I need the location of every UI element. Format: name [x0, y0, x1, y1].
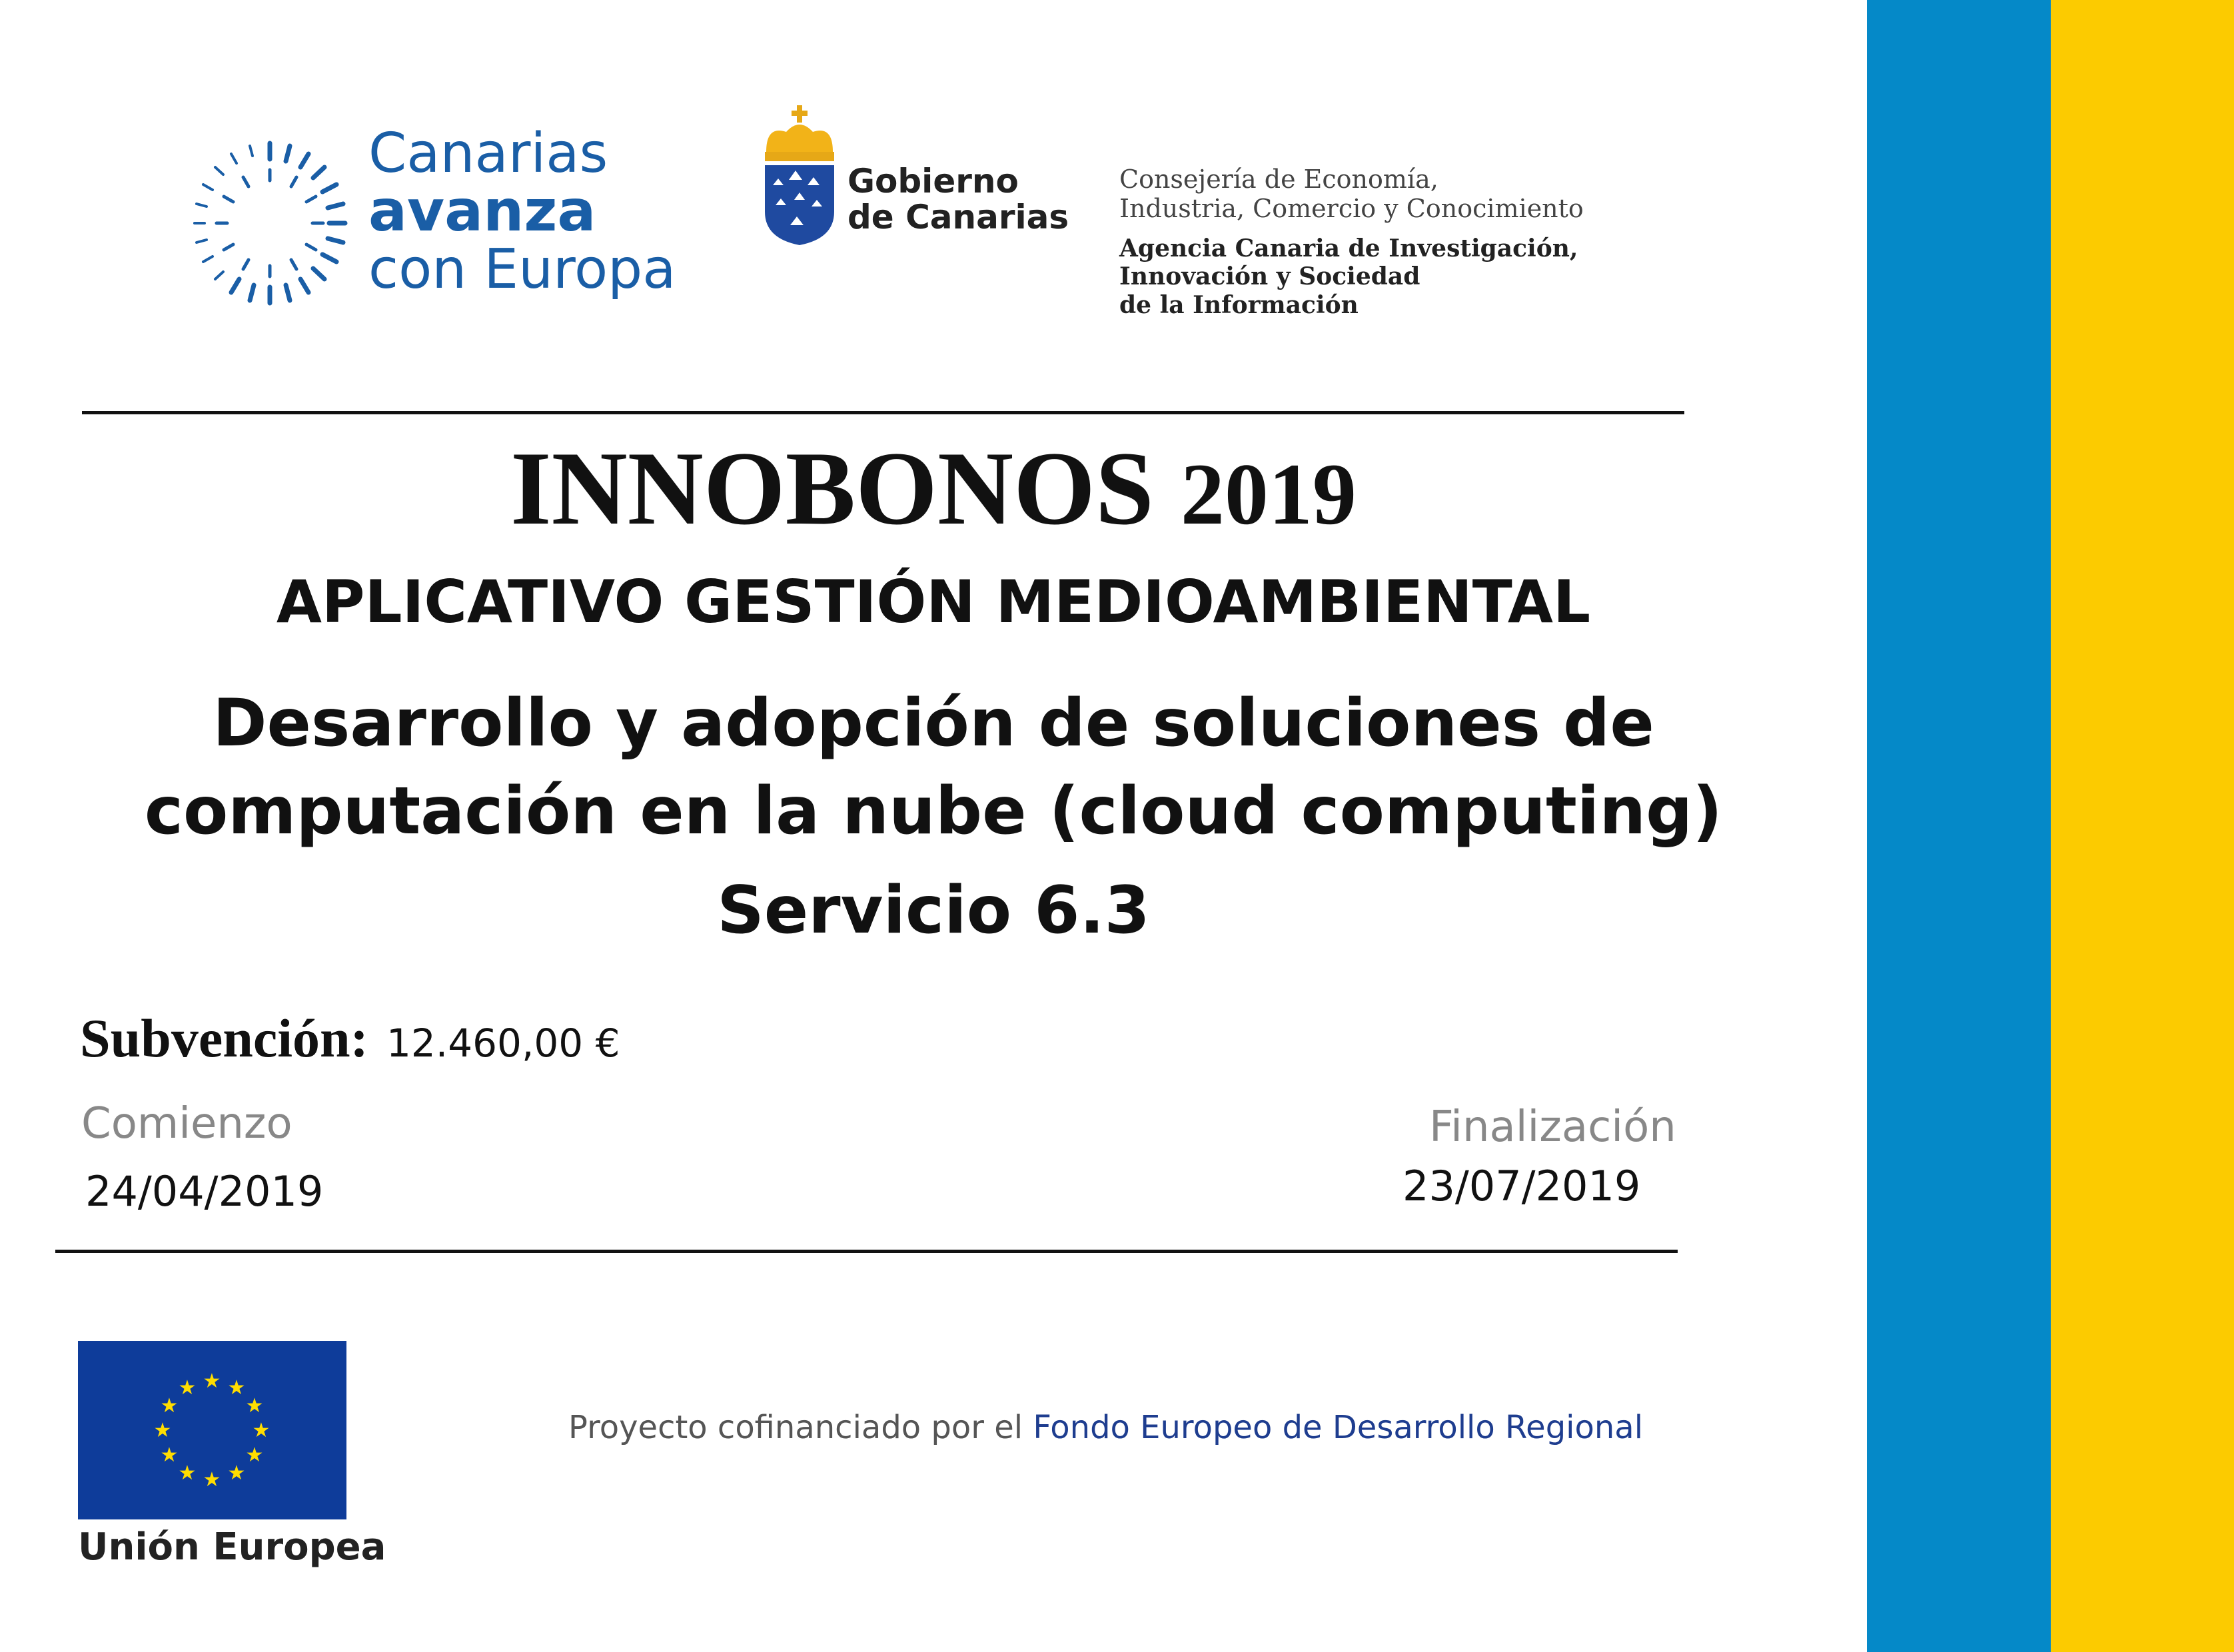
description	[0, 679, 1867, 855]
service-label: Servicio	[717, 873, 1012, 949]
title-main: INNOBONOS	[510, 430, 1154, 547]
canarias-line2: avanza	[368, 178, 596, 244]
eu-flag-icon	[78, 1341, 346, 1519]
gobierno-logo-text	[847, 163, 1069, 235]
svg-text:★: ★	[203, 1370, 221, 1393]
gobierno-line1: Gobierno	[847, 162, 1019, 201]
svg-text:★: ★	[227, 1376, 246, 1400]
end-label: Finalización	[1429, 1102, 1676, 1152]
agency-line3: de la Información	[1119, 290, 1359, 319]
yellow-stripe	[2051, 0, 2234, 1652]
description-line1: Desarrollo y adopción de soluciones de	[213, 685, 1654, 761]
blue-stripe	[1867, 0, 2051, 1652]
service-number: 6.3	[1034, 873, 1150, 949]
footer-highlight: Fondo Europeo de Desarrollo Regional	[1033, 1409, 1644, 1446]
svg-text:★: ★	[178, 1461, 197, 1485]
service	[0, 873, 1867, 949]
agency-line2: Innovación y Sociedad	[1119, 262, 1420, 291]
svg-text:★: ★	[227, 1461, 246, 1485]
footer-text	[568, 1409, 1643, 1446]
svg-text:★: ★	[245, 1394, 264, 1418]
subvencion-value: 12.460,00 €	[386, 1021, 620, 1066]
top-divider	[82, 411, 1684, 414]
start-date: 24/04/2019	[85, 1167, 324, 1216]
svg-text:★: ★	[153, 1419, 172, 1442]
canarias-line1: Canarias	[368, 122, 608, 185]
start-label: Comienzo	[81, 1099, 292, 1148]
canarias-logo-text	[368, 122, 676, 301]
subtitle: APLICATIVO GESTIÓN MEDIOAMBIENTAL	[276, 568, 1591, 636]
gobierno-shield-icon	[760, 105, 839, 245]
consejeria-line2: Industria, Comercio y Conocimiento	[1119, 193, 1584, 223]
svg-text:★: ★	[252, 1419, 271, 1442]
consejeria-text	[1119, 165, 1584, 223]
page-title	[0, 430, 1867, 547]
title-year: 2019	[1180, 445, 1357, 543]
svg-text:★: ★	[160, 1444, 179, 1467]
canarias-line3: con Europa	[368, 238, 676, 301]
consejeria-line1: Consejería de Economía,	[1119, 165, 1438, 194]
end-date: 23/07/2019	[1402, 1162, 1641, 1210]
eu-label: Unión Europea	[78, 1525, 386, 1569]
agency-line1: Agencia Canaria de Investigación,	[1119, 234, 1578, 262]
footer-prefix: Proyecto cofinanciado por el	[568, 1409, 1023, 1446]
svg-text:★: ★	[203, 1468, 221, 1491]
svg-text:★: ★	[178, 1376, 197, 1400]
gobierno-line2: de Canarias	[847, 198, 1069, 236]
description-line2: computación en la nube (cloud computing)	[144, 773, 1723, 849]
svg-text:★: ★	[160, 1394, 179, 1418]
bottom-divider	[55, 1250, 1678, 1253]
canarias-logo-mark-icon	[183, 137, 356, 310]
agency-text	[1119, 234, 1578, 319]
svg-text:★: ★	[245, 1444, 264, 1467]
subvencion-label: Subvención:	[80, 1008, 368, 1068]
